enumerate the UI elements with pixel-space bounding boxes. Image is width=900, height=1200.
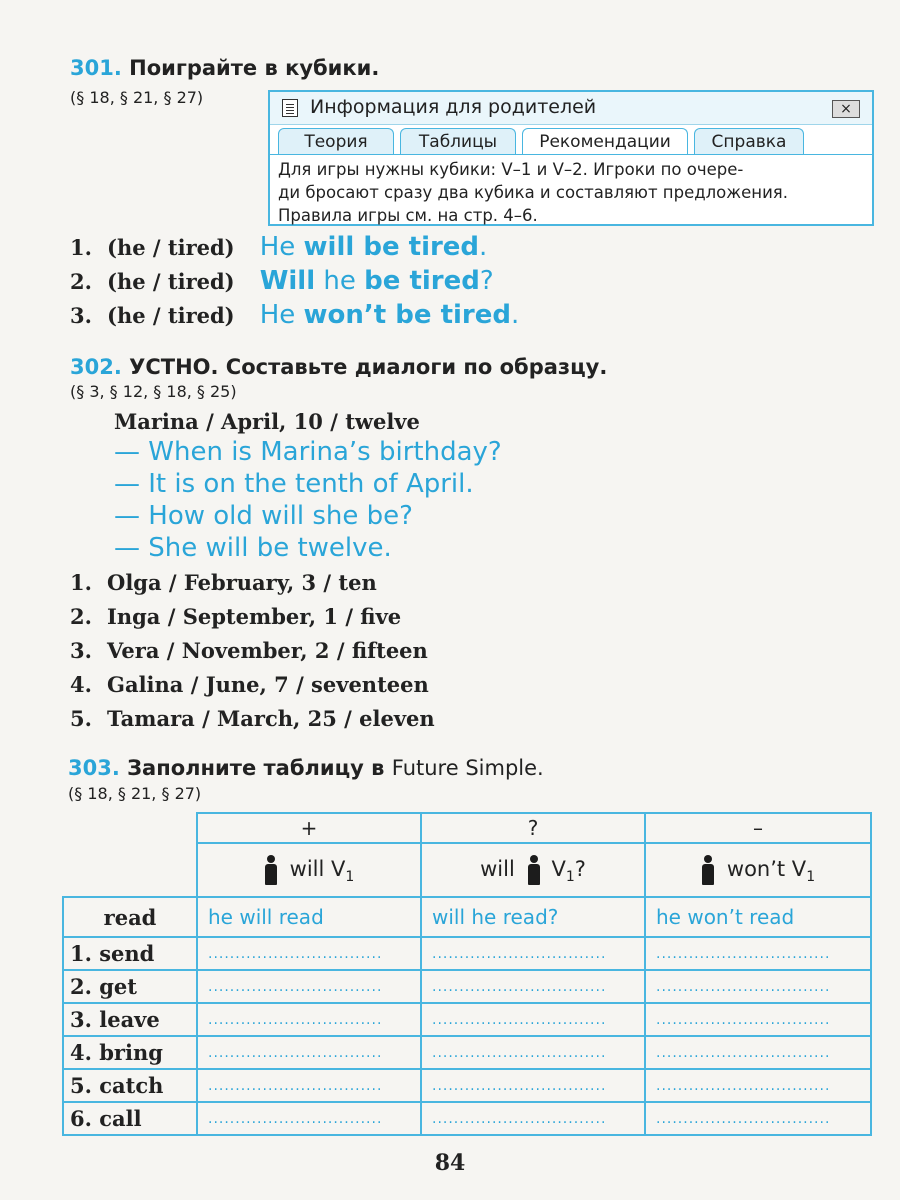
tab-recommendations[interactable]: Рекомендации — [522, 128, 688, 154]
info-body — [270, 154, 872, 224]
ex302-model: Marina / April, 10 / twelve — [114, 409, 420, 434]
item-text: Tamara / March, 25 / eleven — [107, 706, 435, 731]
blank-cell[interactable]: ................................ — [197, 937, 421, 970]
item-text: Inga / September, 1 / five — [107, 604, 402, 629]
blank-cell[interactable]: ................................ — [645, 1102, 871, 1135]
ex303-number: 303. — [68, 756, 120, 780]
ex301-item-3 — [70, 300, 519, 330]
tab-tables[interactable]: Таблицы — [400, 128, 516, 154]
ex301-title: Поиграйте в кубики. — [129, 56, 380, 80]
verb-cell: 3. leave — [63, 1003, 197, 1036]
blank-cell[interactable]: ................................ — [421, 1102, 645, 1135]
document-icon — [282, 99, 298, 117]
table-row — [63, 1036, 871, 1069]
item-prompt: (he / tired) — [107, 235, 235, 260]
item-answer: Will he be tired? — [259, 266, 494, 296]
ex302-item-5 — [70, 706, 435, 731]
item-prompt: (he / tired) — [107, 269, 235, 294]
table-row — [63, 1102, 871, 1135]
info-line: ди бросают сразу два кубика и составляют предложения. — [278, 183, 788, 202]
verb-cell: 2. get — [63, 970, 197, 1003]
ex303-title: Заполните таблицу в — [127, 756, 385, 780]
item-prompt: (he / tired) — [107, 303, 235, 328]
blank-cell[interactable]: ................................ — [645, 1036, 871, 1069]
info-line: Для игры нужны кубики: V–1 и V–2. Игроки по очере- — [278, 160, 744, 179]
person-icon — [701, 855, 715, 885]
dialog-line: — She will be twelve. — [114, 533, 392, 563]
dialog-line: — It is on the tenth of April. — [114, 469, 474, 499]
tab-reference[interactable]: Справка — [694, 128, 804, 154]
ex302-heading — [70, 355, 607, 379]
empty-corner — [63, 813, 197, 843]
ex302-refs: (§ 3, § 12, § 18, § 25) — [70, 382, 237, 401]
item-text: Olga / February, 3 / ten — [107, 570, 377, 595]
header-question: ? — [421, 813, 645, 843]
ex303-title-tense: Future Simple. — [391, 756, 544, 780]
verb-cell: read — [63, 897, 197, 937]
ex301-heading — [70, 56, 379, 80]
item-text: Galina / June, 7 / seventeen — [107, 672, 429, 697]
blank-cell[interactable]: ................................ — [197, 970, 421, 1003]
item-number: 2. — [70, 269, 92, 294]
ex302-item-3 — [70, 638, 428, 663]
verb-cell: 6. call — [63, 1102, 197, 1135]
example-interrogative: will he read? — [421, 897, 645, 937]
blank-cell[interactable]: ................................ — [645, 970, 871, 1003]
ex301-item-1 — [70, 232, 487, 262]
item-answer: He won’t be tired. — [259, 300, 520, 330]
ex302-item-4 — [70, 672, 429, 697]
table-row — [63, 970, 871, 1003]
ex302-item-1 — [70, 570, 377, 595]
empty-corner — [63, 843, 197, 897]
verb-cell: 4. bring — [63, 1036, 197, 1069]
verb-cell: 1. send — [63, 937, 197, 970]
blank-cell[interactable]: ................................ — [421, 1069, 645, 1102]
verb-cell: 5. catch — [63, 1069, 197, 1102]
dialog-line: — How old will she be? — [114, 501, 413, 531]
close-button[interactable]: × — [832, 100, 860, 118]
blank-cell[interactable]: ................................ — [421, 970, 645, 1003]
example-affirmative: he will read — [197, 897, 421, 937]
dialog-line: — When is Marina’s birthday? — [114, 437, 502, 467]
ex302-item-2 — [70, 604, 401, 629]
item-number: 1. — [70, 235, 92, 260]
blank-cell[interactable]: ................................ — [645, 937, 871, 970]
tab-theory[interactable]: Теория — [278, 128, 394, 154]
ex303-refs: (§ 18, § 21, § 27) — [68, 784, 202, 803]
item-number: 3. — [70, 303, 92, 328]
ex302-title: УСТНО. Составьте диалоги по образцу. — [129, 355, 608, 379]
item-number: 3. — [70, 638, 92, 663]
info-line: Правила игры см. на стр. 4–6. — [278, 206, 538, 225]
ex303-heading — [68, 756, 544, 780]
blank-cell[interactable]: ................................ — [421, 1003, 645, 1036]
blank-cell[interactable]: ................................ — [197, 1102, 421, 1135]
blank-cell[interactable]: ................................ — [645, 1003, 871, 1036]
table-row — [63, 1069, 871, 1102]
item-answer: He will be tired. — [259, 232, 488, 262]
parent-info-window — [268, 90, 874, 226]
table-row — [63, 897, 871, 937]
blank-cell[interactable]: ................................ — [197, 1036, 421, 1069]
item-number: 2. — [70, 604, 92, 629]
item-text: Vera / November, 2 / fifteen — [107, 638, 428, 663]
table-row — [63, 1003, 871, 1036]
header-interrogative: will $V_1$? — [421, 843, 645, 897]
person-icon — [264, 855, 278, 885]
example-negative: he won’t read — [645, 897, 871, 937]
header-plus: + — [197, 813, 421, 843]
header-minus: – — [645, 813, 871, 843]
ex301-refs: (§ 18, § 21, § 27) — [70, 88, 204, 107]
blank-cell[interactable]: ................................ — [645, 1069, 871, 1102]
header-affirmative: will $V_1$ — [197, 843, 421, 897]
table-row — [63, 937, 871, 970]
blank-cell[interactable]: ................................ — [421, 937, 645, 970]
ex302-number: 302. — [70, 355, 122, 379]
future-simple-table — [62, 812, 872, 1136]
header-negative: won’t $V_1$ — [645, 843, 871, 897]
blank-cell[interactable]: ................................ — [197, 1069, 421, 1102]
item-number: 5. — [70, 706, 92, 731]
blank-cell[interactable]: ................................ — [197, 1003, 421, 1036]
item-number: 4. — [70, 672, 92, 697]
ex301-item-2 — [70, 266, 494, 296]
item-number: 1. — [70, 570, 92, 595]
info-header — [270, 92, 872, 125]
ex301-number: 301. — [70, 56, 122, 80]
info-title: Информация для родителей — [310, 96, 597, 118]
page-number: 84 — [434, 1150, 466, 1176]
blank-cell[interactable]: ................................ — [421, 1036, 645, 1069]
person-icon — [527, 855, 541, 885]
